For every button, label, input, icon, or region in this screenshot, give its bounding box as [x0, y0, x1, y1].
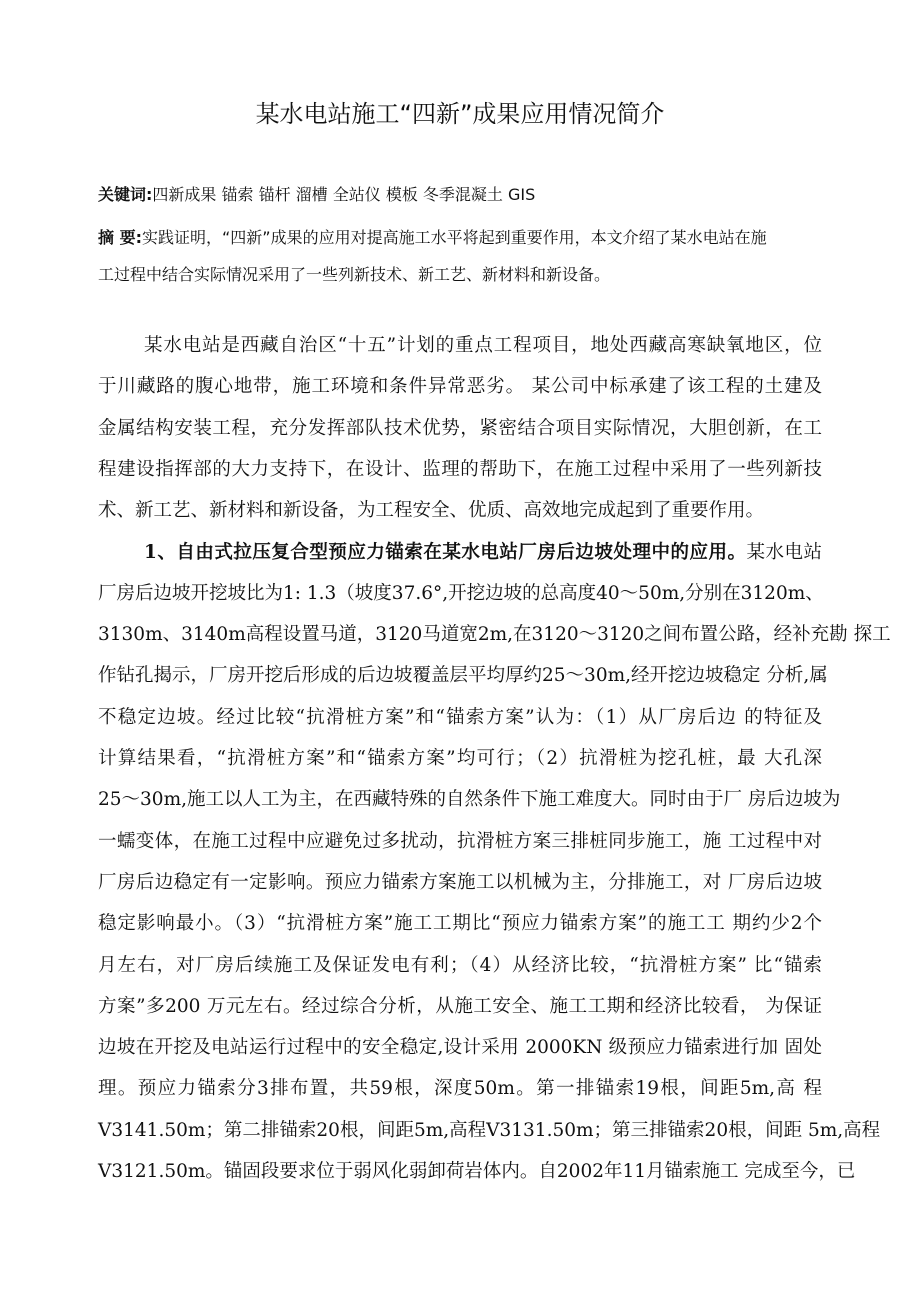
paragraph-line: 25～30m,施工以人工为主，在西藏特殊的自然条件下施工难度大。同时由于厂 房后边坡为 — [98, 789, 841, 811]
keywords — [98, 182, 822, 205]
paragraph-line: 术、新工艺、新材料和新设备，为工程安全、优质、高效地完成起到了重要作用。 — [98, 500, 765, 522]
keywords-value: 四新成果 锚索 锚杆 溜槽 全站仪 模板 冬季混凝土 GIS — [152, 185, 536, 204]
section-heading: 1、自由式拉压复合型预应力锚索在某水电站厂房后边坡处理中的应用。 — [144, 541, 747, 563]
paragraph-line: V3121.50m。锚固段要求位于弱风化弱卸荷岩体内。自2002年11月锚索施工 完成至今，已 — [98, 1161, 856, 1182]
paragraph-line: 理。预应力锚索分3排布置，共59根，深度50m。第一排锚索19根，间距5m,高 程 — [98, 1078, 822, 1100]
paragraph-line: 程建设指挥部的大力支持下，在设计、监理的帮助下，在施工过程中采用了一些列新技 — [98, 458, 822, 480]
section-heading-tail: 某水电站 — [746, 541, 822, 563]
paragraph-line: 一蠕变体，在施工过程中应避免过多扰动，抗滑桩方案三排桩同步施工，施 工过程中对 — [98, 830, 822, 852]
document-title: 某水电站施工“四新”成果应用情况简介 — [255, 100, 665, 128]
section-heading-line — [144, 540, 822, 566]
paragraph-line: 不稳定边坡。经过比较“抗滑桩方案”和“锚索方案”认为：（1）从厂房后边 的特征及 — [98, 706, 822, 728]
keywords-label: 关键词: — [98, 185, 153, 204]
paragraph-line: 厂房后边稳定有一定影响。预应力锚索方案施工以机械为主，分排施工，对 厂房后边坡 — [98, 871, 822, 893]
paragraph-line: 月左右，对厂房后续施工及保证发电有利；（4）从经济比较，“抗滑桩方案” 比“锚索 — [98, 954, 822, 976]
paragraph-line: 作钻孔揭示，厂房开挖后形成的后边坡覆盖层平均厚约25～30m,经开挖边坡稳定 分析,属 — [98, 665, 828, 687]
paragraph-line: 金属结构安装工程，充分发挥部队技术优势，紧密结合项目实际情况，大胆创新，在工 — [98, 417, 822, 439]
paragraph-line: 于川藏路的腹心地带，施工环境和条件异常恶劣。 某公司中标承建了该工程的土建及 — [98, 376, 822, 398]
paragraph-line: 方案”多200 万元左右。经过综合分析，从施工安全、施工工期和经济比较看， 为保证 — [98, 995, 822, 1017]
paragraph-line: 边坡在开挖及电站运行过程中的安全稳定,设计采用 2000KN 级预应力锚索进行加 固处 — [98, 1037, 822, 1059]
abstract-label: 摘 要: — [98, 228, 142, 247]
abstract-line-2: 工过程中结合实际情况采用了一些列新技术、新工艺、新材料和新设备。 — [98, 265, 611, 284]
paragraph-line: 3130m、3140m高程设置马道，3120马道宽2m,在3120～3120之间布置公路，经补充勘 探工 — [98, 624, 891, 646]
paragraph-line: 厂房后边坡开挖坡比为1: 1.3（坡度37.6°,开挖边坡的总高度40～50m,分别在3120m、 — [98, 582, 824, 604]
paragraph-line: 计算结果看，“抗滑桩方案”和“锚索方案”均可行；（2）抗滑桩为挖孔桩，最 大孔深 — [98, 748, 822, 769]
paragraph-line: V3141.50m；第二排锚索20根，间距5m,高程V3131.50m；第三排锚索20根，间距 5m,高程 — [98, 1119, 881, 1141]
paragraph-line: 某水电站是西藏自治区“十五”计划的重点工程项目，地处西藏高寒缺氧地区，位 — [144, 335, 822, 356]
paragraph-line: 稳定影响最小。（3）“抗滑桩方案”施工工期比“预应力锚索方案”的施工工 期约少2个 — [98, 913, 822, 935]
abstract-line-1: 摘 要:实践证明，“四新”成果的应用对提高施工水平将起到重要作用，本文介绍了某水电站在施 — [98, 228, 767, 247]
